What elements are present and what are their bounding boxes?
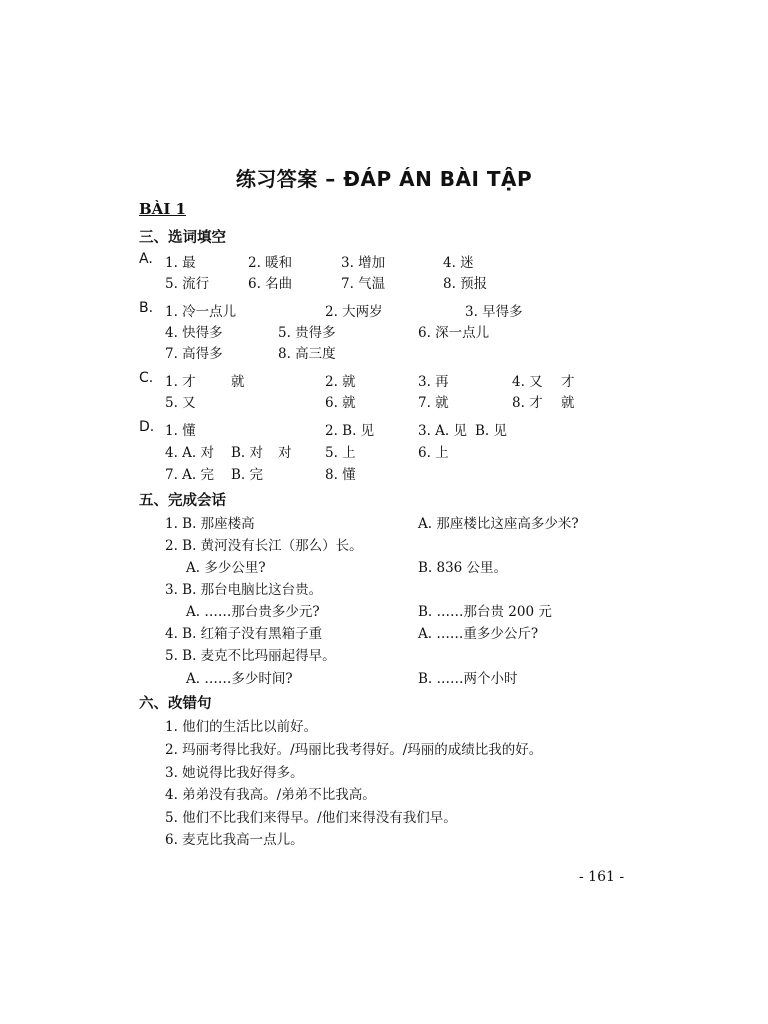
corrected-sentence: 4. 弟弟没有我高。/弟弟不比我高。 xyxy=(165,787,376,803)
answer-item: 4. 快得多 xyxy=(165,325,223,341)
dialogue-line: A. 那座楼比这座高多少米? xyxy=(418,516,579,532)
answer-item: 7. A. 完 xyxy=(165,467,215,483)
exercise-letter: C. xyxy=(139,370,154,386)
answer-item: 6. 深一点儿 xyxy=(418,325,490,341)
answer-item: 3. 再 xyxy=(418,374,449,390)
answer-item: 2. 就 xyxy=(325,374,356,390)
answer-item: 5. 流行 xyxy=(165,276,210,292)
answer-item: 3. 早得多 xyxy=(465,304,523,320)
answer-item: 对 xyxy=(278,445,292,461)
section-heading: 三、选词填空 xyxy=(139,229,226,246)
answer-item: 才 xyxy=(561,374,575,390)
exercise-letter: A. xyxy=(139,251,153,267)
lesson-heading: BÀI 1 xyxy=(139,200,186,218)
answer-item: 7. 高得多 xyxy=(165,346,223,362)
answer-item: 2. 大两岁 xyxy=(325,304,383,320)
dialogue-line: B. ……那台贵 200 元 xyxy=(418,604,552,620)
corrected-sentence: 3. 她说得比我好得多。 xyxy=(165,765,304,781)
answer-item: 1. 懂 xyxy=(165,423,196,439)
answer-item: 2. B. 见 xyxy=(325,423,375,439)
answer-item: 4. 又 xyxy=(512,374,543,390)
answer-item: 8. 预报 xyxy=(443,276,488,292)
exercise-letter: B. xyxy=(139,300,154,316)
answer-item: 5. 贵得多 xyxy=(278,325,336,341)
answer-item: 8. 高三度 xyxy=(278,346,336,362)
answer-item: 4. A. 对 xyxy=(165,445,215,461)
dialogue-line: 2. B. 黄河没有长江（那么）长。 xyxy=(165,538,363,554)
answer-item: 7. 就 xyxy=(418,395,449,411)
answer-item: B. 对 xyxy=(231,445,264,461)
answer-item: 7. 气温 xyxy=(341,276,386,292)
answer-item: 2. 暖和 xyxy=(248,255,293,271)
page-title: 练习答案 – ĐÁP ÁN BÀI TẬP xyxy=(235,167,533,191)
dialogue-line: A. ……重多少公斤? xyxy=(418,626,539,642)
dialogue-line: 5. B. 麦克不比玛丽起得早。 xyxy=(165,648,336,664)
dialogue-line: 3. B. 那台电脑比这台贵。 xyxy=(165,582,323,598)
answer-item: 6. 就 xyxy=(325,395,356,411)
dialogue-line: B. 836 公里。 xyxy=(418,560,508,576)
answer-item: 8. 才 xyxy=(512,395,543,411)
exercise-letter: D. xyxy=(139,419,155,435)
answer-item: 3. A. 见 xyxy=(418,423,468,439)
answer-item: 就 xyxy=(561,395,575,411)
dialogue-line: B. ……两个小时 xyxy=(418,671,518,687)
corrected-sentence: 5. 他们不比我们来得早。/他们来得没有我们早。 xyxy=(165,810,457,826)
answer-item: 6. 名曲 xyxy=(248,276,293,292)
page-number: - 161 - xyxy=(579,869,625,885)
answer-item: B. 见 xyxy=(475,423,508,439)
dialogue-line: A. 多少公里? xyxy=(186,560,266,576)
answer-item: 1. 冷一点儿 xyxy=(165,304,237,320)
section-heading: 六、改错句 xyxy=(139,695,212,712)
dialogue-line: A. ……那台贵多少元? xyxy=(186,604,320,620)
answer-item: 4. 迷 xyxy=(443,255,474,271)
corrected-sentence: 2. 玛丽考得比我好。/玛丽比我考得好。/玛丽的成绩比我的好。 xyxy=(165,742,543,758)
answer-item: 8. 懂 xyxy=(325,467,356,483)
answer-item: 1. 最 xyxy=(165,255,196,271)
corrected-sentence: 1. 他们的生活比以前好。 xyxy=(165,719,318,735)
dialogue-line: A. ……多少时间? xyxy=(186,671,293,687)
dialogue-line: 1. B. 那座楼高 xyxy=(165,516,255,532)
answer-item: 5. 上 xyxy=(325,445,356,461)
answer-item: 6. 上 xyxy=(418,445,449,461)
answer-item: 1. 才 xyxy=(165,374,196,390)
answer-item: 5. 又 xyxy=(165,395,196,411)
answer-item: 就 xyxy=(231,374,245,390)
dialogue-line: 4. B. 红箱子没有黑箱子重 xyxy=(165,626,323,642)
corrected-sentence: 6. 麦克比我高一点儿。 xyxy=(165,832,304,848)
answer-item: B. 完 xyxy=(231,467,264,483)
answer-item: 3. 增加 xyxy=(341,255,386,271)
section-heading: 五、完成会话 xyxy=(139,492,226,509)
